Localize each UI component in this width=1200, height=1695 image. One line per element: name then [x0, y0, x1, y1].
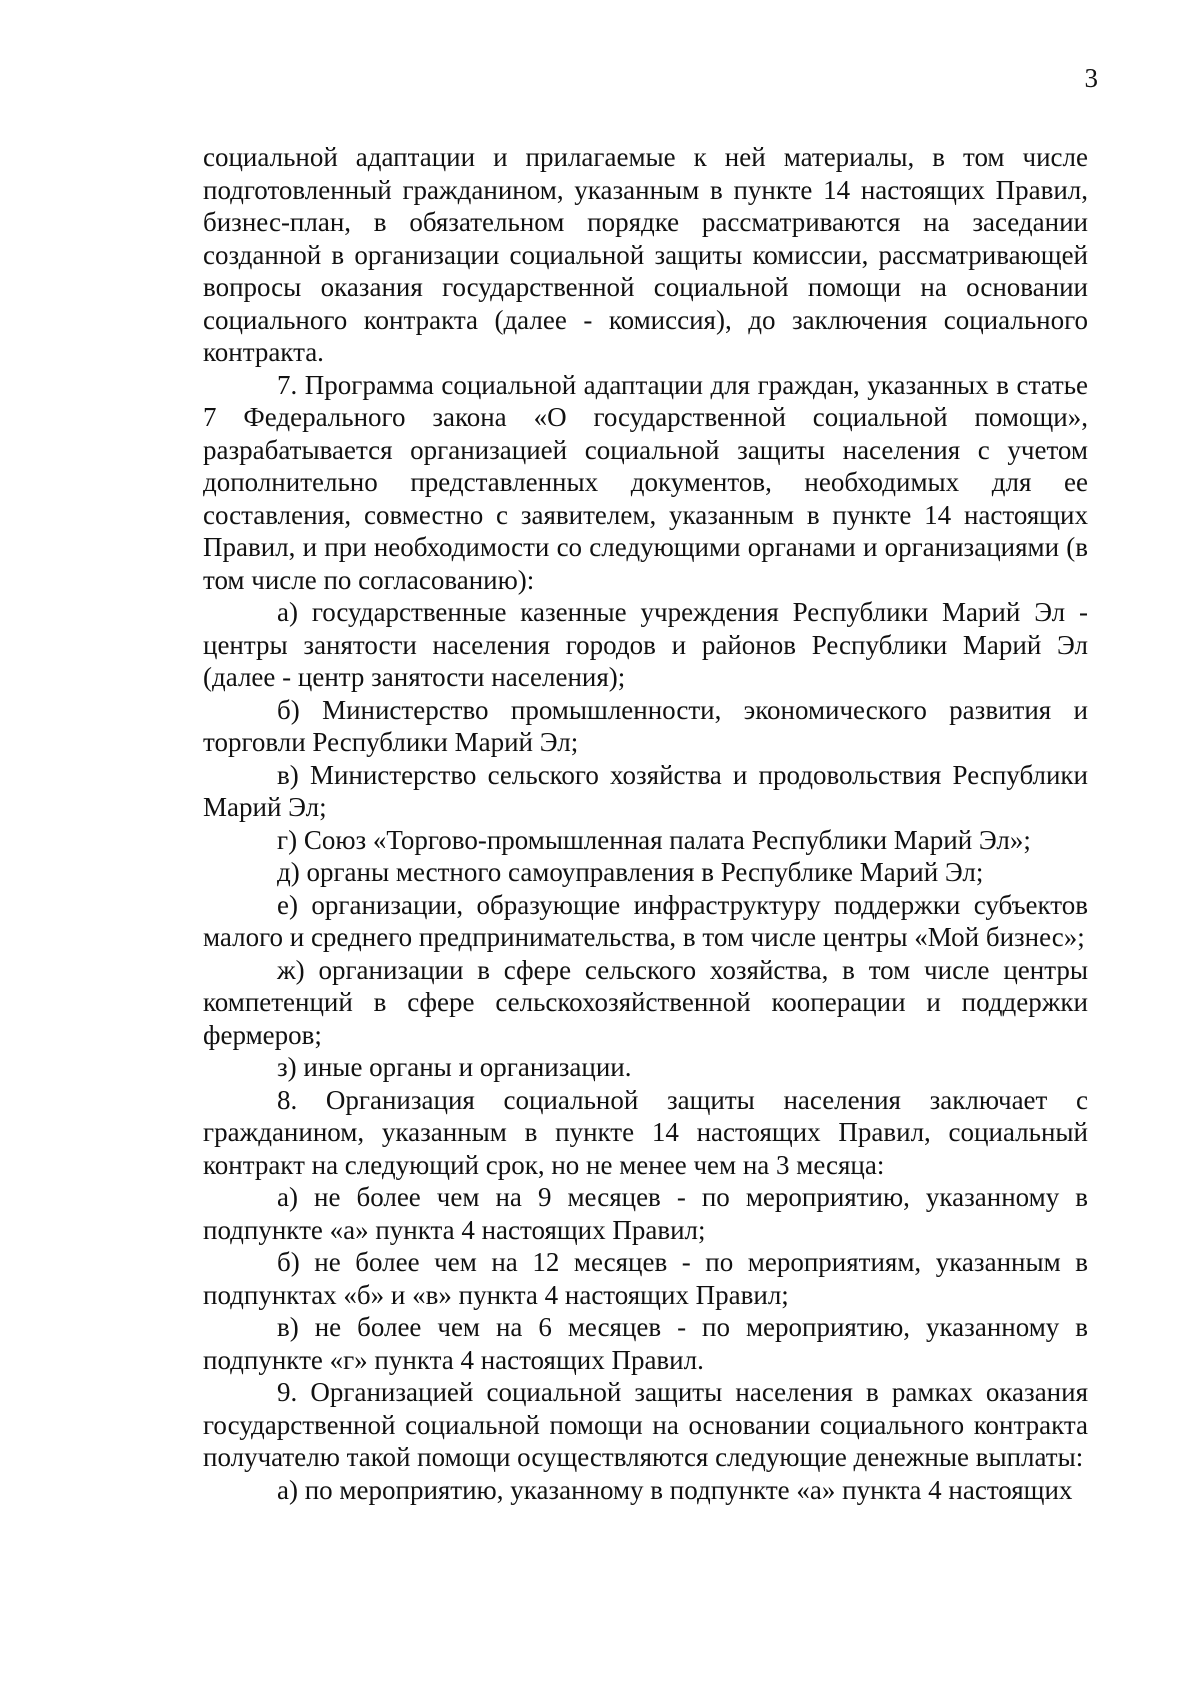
- term-subitem-a: а) не более чем на 9 месяцев - по мероприятию, указанному в подпункте «а» пункта 4 настоящих Правил;: [203, 1182, 1088, 1245]
- paragraph-item-8: 8. Организация социальной защиты населения заключает с гражданином, указанным в пункте 14 настоящих Правил, социальный контракт на следующий срок, но не менее чем на 3 месяца:: [203, 1084, 1088, 1180]
- payment-subitem-a: а) по мероприятию, указанному в подпункте «а» пункта 4 настоящих: [277, 1474, 1073, 1505]
- term-subitem-v: в) не более чем на 6 месяцев - по мероприятию, указанному в подпункте «г» пункта 4 настоящих Правил.: [203, 1312, 1088, 1375]
- subitem-z-other-bodies: з) иные органы и организации.: [277, 1052, 632, 1082]
- document-body: [203, 141, 1088, 1506]
- paragraph-item-9: 9. Организацией социальной защиты населения в рамках оказания государственной социальной помощи на основании социального контракта получателю такой помощи осуществляются следующие денежные выплаты:: [203, 1377, 1088, 1472]
- subitem-v-ministry-agriculture: в) Министерство сельского хозяйства и продовольствия Республики Марий Эл;: [203, 759, 1088, 822]
- subitem-zh-agriculture-organizations: ж) организации в сфере сельского хозяйства, в том числе центры компетенций в сфере сельскохозяйственной кооперации и поддержки фермеров;: [203, 954, 1088, 1050]
- paragraph-continuation: социальной адаптации и прилагаемые к ней материалы, в том числе подготовленный гражданином, указанным в пункте 14 настоящих Правил, бизнес-план, в обязательном порядке рассматриваются на заседании созданной в организации социальной защиты комиссии, рассматривающей вопросы оказания государственной социальной помощи на основании социального контракта (далее - комиссия), до заключения социального контракта.: [203, 142, 1088, 367]
- subitem-d-local-government: д) органы местного самоуправления в Республике Марий Эл;: [277, 857, 984, 887]
- subitem-e-business-infrastructure: е) организации, образующие инфраструктуру поддержки субъектов малого и среднего предпринимательства, в том числе центры «Мой бизнес»;: [203, 889, 1088, 952]
- term-subitem-b: б) не более чем на 12 месяцев - по мероприятиям, указанным в подпунктах «б» и «в» пункта 4 настоящих Правил;: [203, 1247, 1088, 1310]
- subitem-g-chamber-commerce: г) Союз «Торгово-промышленная палата Республики Марий Эл»;: [277, 824, 1031, 855]
- subitem-a-employment-centers: а) государственные казенные учреждения Республики Марий Эл - центры занятости населения городов и районов Республики Марий Эл (далее - центр занятости населения);: [203, 597, 1088, 692]
- subitem-b-ministry-industry: б) Министерство промышленности, экономического развития и торговли Республики Марий Эл;: [203, 694, 1088, 757]
- page-number: 3: [1084, 63, 1098, 93]
- paragraph-item-7: 7. Программа социальной адаптации для граждан, указанных в статье 7 Федерального закона «О государственной социальной помощи», разрабатывается организацией социальной защиты населения с учетом дополнительно представленных документов, необходимых для ее составления, совместно с заявителем, указанным в пункте 14 настоящих Правил, и при необходимости со следующими органами и организациями (в том числе по согласованию):: [203, 369, 1088, 595]
